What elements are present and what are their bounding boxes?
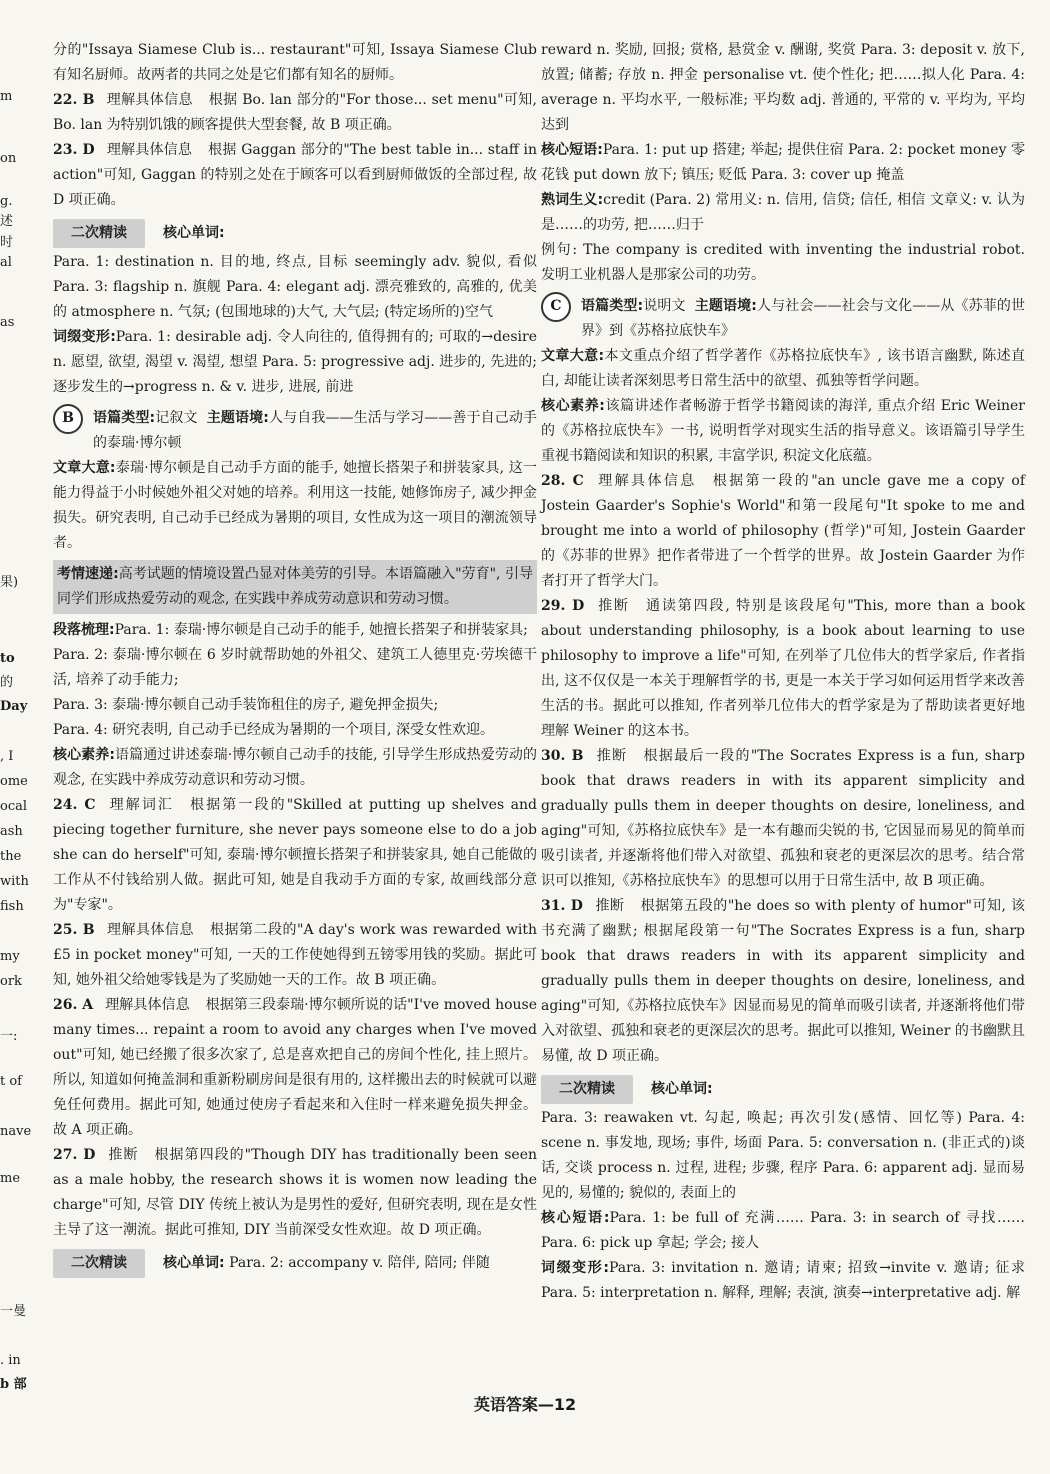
answer-text: 根据第四段的"Though DIY has traditionally been seen as a male hobby, the research shows it is women now leading the charge"可知, 尽管 DIY 传统上被认为是男性的爱好, 但研究表明, 现在是女性主导了这一潮流。据此可推知, DIY 当前深受女性欢迎。故 D 项正确。	[53, 1147, 538, 1238]
edge-text: m	[0, 89, 13, 104]
edge-text: t of	[0, 1074, 22, 1089]
edge-text: nave	[0, 1124, 32, 1139]
summary-c	[541, 344, 1025, 394]
core-words-continued: reward n. 奖励, 回报; 赏格, 悬赏金 v. 酬谢, 奖赏 Para. 3: deposit v. 放下, 放置; 储蓄; 存放 n. 押金 personalise vt. 使个性化; 把……拟人化 Para. 4: average n. 平均水平, 一般标准; 平均数 adj. 普通的, 平常的 v. 平均为, 平均达到	[541, 42, 1025, 133]
edge-text: 一曼	[0, 1304, 27, 1319]
structure-line: Para. 3: 泰瑞·博尔顿自己动手装饰租住的房子, 避免押金损失;	[53, 697, 439, 713]
word-forms-label: 词缀变形:	[541, 1260, 609, 1276]
answer-23	[53, 138, 537, 213]
answer-type: 推断	[596, 598, 630, 614]
answer-number: 26. A	[53, 997, 94, 1013]
word-forms-3	[541, 1256, 1025, 1306]
word-forms-text: Para. 3: invitation n. 邀请; 请柬; 招致→invite v. 邀请; 征求 Para. 5: interpretation n. 解释, 理解; 表演, 演奏→interpretative adj. 解	[541, 1260, 1025, 1301]
exam-note-label: 考情速递:	[57, 566, 119, 582]
word-forms-text: Para. 1: desirable adj. 令人向往的, 值得拥有的; 可取的→desire n. 愿望, 欲望, 渴望 v. 渴望, 想望 Para. 5: progressive adj. 进步的, 先进的; 逐步发生的→progress n. & v. 进步, 进展, 前进	[53, 329, 537, 395]
answer-type: 推断	[594, 898, 625, 914]
edge-text: 述	[0, 214, 14, 229]
core-phrases-text: Para. 1: put up 搭建; 举起; 提供住宿 Para. 2: pocket money 零花钱 put down 放下; 镇压; 贬低 Para. 3: cover up 掩盖	[541, 142, 1025, 183]
answer-text: 根据 Bo. lan 部分的"For those... set menu"可知, Bo. lan 为特别饥饿的顾客提供大型套餐, 故 B 项正确。	[53, 92, 537, 133]
theme-label: 主题语境:	[206, 410, 269, 426]
core-literacy-label: 核心素养:	[53, 747, 115, 763]
structure-b	[53, 618, 537, 643]
answer-text: 根据第二段的"A day's work was rewarded with £5 in pocket money"可知, 一天的工作使她得到五镑零用钱的奖励。据此可知, 她外祖父给她零钱是为了奖励她一天的工作。故 B 项正确。	[53, 922, 537, 988]
answer-29	[541, 594, 1025, 744]
reread-chip: 二次精读	[53, 1249, 145, 1278]
answer-type: 理解词汇	[107, 797, 175, 813]
edge-text: 的	[0, 675, 14, 690]
core-literacy-text: 该篇讲述作者畅游于哲学书籍阅读的海洋, 重点介绍 Eric Weiner 的《苏格拉底快车》一书, 说明哲学对现实生活的指导意义。该语篇引导学生重视书籍阅读和知识的积累, 丰富学识, 积淀文化底蕴。	[541, 398, 1025, 464]
answer-text: 根据 Gaggan 部分的"The best table in... staff in action"可知, Gaggan 的特别之处在于顾客可以看到厨师做饭的全部过程, 故 D 项正确。	[53, 142, 537, 208]
answer-number: 23. D	[53, 142, 95, 158]
answer-number: 28. C	[541, 473, 584, 489]
answer-number: 22. B	[53, 92, 95, 108]
answer-text: 根据第三段泰瑞·博尔顿所说的话"I've moved house many times... repaint a room to avoid any charges when I've moved out"可知, 她已经搬了很多次家了, 总是喜欢把自己的房间个性化, 挂上照片。所以, 知道如何掩盖洞和重新粉刷房间是很有用的, 这样搬出去的时候就可以避免任何费用。据此可知, 她通过使房子看起来和入住时一样来避免损失押金。故 A 项正确。	[53, 997, 538, 1138]
type-value: 记叙文	[155, 410, 198, 426]
core-phrases-label: 核心短语:	[541, 1210, 610, 1226]
reread-chip: 二次精读	[541, 1075, 633, 1104]
answer-type: 理解具体信息	[106, 922, 195, 938]
answer-number: 27. D	[53, 1147, 96, 1163]
answer-number: 24. C	[53, 797, 96, 813]
edge-text: the	[0, 849, 22, 864]
reread-chip: 二次精读	[53, 219, 145, 248]
answer-type: 理解具体信息	[105, 997, 190, 1013]
reread-section-3	[541, 1075, 1025, 1104]
word-forms-label: 词缀变形:	[53, 329, 116, 345]
edge-text: ome	[0, 774, 28, 789]
answer-type: 理解具体信息	[106, 92, 193, 108]
answer-28	[541, 469, 1025, 594]
edge-text: 时	[0, 235, 14, 250]
edge-text: b 部	[0, 1377, 27, 1392]
core-literacy-c	[541, 394, 1025, 469]
answer-type: 理解具体信息	[595, 473, 697, 489]
edge-text: al	[0, 255, 12, 270]
edge-text: with	[0, 874, 29, 889]
edge-text: . in	[0, 1353, 21, 1368]
type-value: 说明文	[643, 298, 686, 314]
passage-letter-icon: C	[541, 292, 571, 322]
theme-value: 人与社会——社会与文化——从《苏菲的世界》到《苏格拉底快车》	[581, 298, 1025, 339]
left-column	[53, 38, 537, 1280]
reread-section-1	[53, 219, 537, 248]
example-sentence: 例句: The company is credited with inventing the industrial robot. 发明工业机器人是那家公司的功劳。	[541, 242, 1025, 283]
core-phrases-1	[541, 138, 1025, 188]
answer-text: 通读第四段, 特别是该段尾句"This, more than a book about understanding philosophy, is a book about learning to use philosophy to improve a life"可知, 在列举了几位伟大的哲学家后, 作者指出, 这不仅仅是一本关于理解哲学的书, 更是一本关于学习如何运用哲学来改善生活的书。据此可以推知, 作者列举几位伟大的哲学家是为了帮助读者更好地理解 Weiner 的这本书。	[541, 598, 1025, 739]
edge-text: ork	[0, 974, 22, 989]
answer-number: 31. D	[541, 898, 583, 914]
edge-text: Day	[0, 699, 28, 714]
edge-text: fish	[0, 899, 24, 914]
page-footer: 英语答案—12	[473, 1395, 577, 1414]
intro-paragraph: 分的"Issaya Siamese Club is... restaurant"可知, Issaya Siamese Club 有知名厨师。故两者的共同之处是它们都有知名的厨师。	[53, 42, 537, 83]
core-literacy-label: 核心素养:	[541, 398, 605, 414]
theme-value: 人与自我——生活与学习——善于自己动手的泰瑞·博尔顿	[93, 410, 537, 451]
structure-line: Para. 1: 泰瑞·博尔顿是自己动手的能手, 她擅长搭架子和拼装家具;	[114, 622, 528, 638]
answer-27	[53, 1143, 537, 1243]
summary-b	[53, 456, 537, 556]
familiar-word-text: credit (Para. 2) 常用义: n. 信用, 信贷; 信任, 相信 文章义: v. 认为是……的功劳, 把……归于	[541, 192, 1025, 233]
edge-text: ash	[0, 824, 23, 839]
structure-label: 段落梳理:	[53, 622, 115, 638]
core-words-label: 核心单词:	[651, 1081, 713, 1097]
reread-section-2	[53, 1249, 537, 1278]
core-literacy-b	[53, 743, 537, 793]
edge-text: 果)	[0, 575, 19, 590]
answer-25	[53, 918, 537, 993]
edge-text: ocal	[0, 799, 28, 814]
core-literacy-text: 语篇通过讲述泰瑞·博尔顿自己动手的技能, 引导学生形成热爱劳动的观念, 在实践中养成劳动意识和劳动习惯。	[53, 747, 537, 788]
core-phrases-text: Para. 1: be full of 充满…… Para. 3: in search of 寻找…… Para. 6: pick up 拿起; 学会; 接人	[541, 1210, 1025, 1251]
answer-text: 根据第一段的"an uncle gave me a copy of Jostein Gaarder's Sophie's World"和第一段尾句"It spoke to me and brought me into a world of philosophy (哲学)"可知, Jostein Gaarder 的《苏菲的世界》把作者带进了一个哲学的世界。故 Jostein Gaarder 为作者打开了哲学大门。	[541, 473, 1026, 589]
edge-text: 一:	[0, 1029, 18, 1044]
edge-text: on	[0, 151, 17, 166]
right-column	[541, 38, 1025, 1306]
summary-text: 泰瑞·博尔顿是自己动手方面的能手, 她擅长搭架子和拼装家具, 这一能力得益于小时候她外祖父对她的培养。利用这一技能, 她修饰房子, 减少押金损失。研究表明, 自己动手已经成为暑期的项目, 女性成为这一项目的潮流领导者。	[53, 460, 537, 551]
passage-c-header	[541, 294, 1025, 344]
answer-text: 根据最后一段的"The Socrates Express is a fun, sharp book that draws readers in with its apparent simplicity and gradually pulls them in deeper thoughts on desire, loneliness, and aging"可知,《苏格拉底快车》是一本有趣而尖锐的书, 它因显而易见的简单而吸引读者, 并逐渐将他们带入对欲望、孤独和衰老的更深层次的思考。结合常识可以推知,《苏格拉底快车》的思想可以用于日常生活中, 故 B 项正确。	[541, 748, 1025, 889]
edge-text: to	[0, 651, 15, 666]
answer-26	[53, 993, 537, 1143]
familiar-word-new-meaning	[541, 188, 1025, 238]
structure-line: Para. 4: 研究表明, 自己动手已经成为暑期的一个项目, 深受女性欢迎。	[53, 722, 494, 738]
core-words-text: Para. 3: reawaken vt. 勾起, 唤起; 再次引发(感情、回忆等) Para. 4: scene n. 事发地, 现场; 事件, 场面 Para. 5: conversation n. (非正式的)谈话, 交谈 process n. 过程, 进程; 步骤, 程序 Para. 6: apparent adj. 显而易见的, 易懂的; 貌似的, 表面上的	[541, 1110, 1025, 1201]
answer-type: 理解具体信息	[106, 142, 193, 158]
core-phrases-3	[541, 1206, 1025, 1256]
passage-b-meta	[93, 406, 537, 456]
theme-label: 主题语境:	[694, 298, 757, 314]
answer-number: 29. D	[541, 598, 585, 614]
type-label: 语篇类型:	[93, 410, 156, 426]
summary-text: 本文重点介绍了哲学著作《苏格拉底快车》, 该书语言幽默, 陈述直白, 却能让读者深刻思考日常生活中的欲望、孤独等哲学问题。	[541, 348, 1025, 389]
answer-31	[541, 894, 1025, 1069]
answer-type: 推断	[595, 748, 628, 764]
edge-text: me	[0, 1171, 21, 1186]
word-forms-1	[53, 325, 537, 400]
answer-text: 根据第一段的"Skilled at putting up shelves and piecing together furniture, she never pays someone else to do a job she can do herself"可知, 泰瑞·博尔顿擅长搭架子和拼装家具, 她自己能做的工作从不付钱给别人做。据此可知, 她是自我动手方面的专家, 故画线部分意为"专家"。	[53, 797, 538, 913]
exam-note	[53, 560, 537, 614]
edge-text: , I	[0, 749, 14, 764]
passage-letter-icon: B	[53, 404, 83, 434]
exam-note-text: 高考试题的情境设置凸显对体美劳的引导。本语篇融入"劳育", 引导同学们形成热爱劳动的观念, 在实践中养成劳动意识和劳动习惯。	[57, 566, 533, 607]
structure-line: Para. 2: 泰瑞·博尔顿在 6 岁时就帮助她的外祖父、建筑工人德里克·劳埃德干活, 培养了动手能力;	[53, 647, 537, 688]
passage-c-meta	[581, 294, 1025, 344]
core-words-text: Para. 1: destination n. 目的地, 终点, 目标 seemingly adv. 貌似, 看似 Para. 3: flagship n. 旗舰 Para. 4: elegant adj. 漂亮雅致的, 高雅的, 优美的 atmosphere n. 气氛; (包围地球的)大气, 大气层; (特定场所的)空气	[53, 254, 537, 320]
answer-22	[53, 88, 537, 138]
answer-number: 25. B	[53, 922, 95, 938]
answer-number: 30. B	[541, 748, 584, 764]
summary-label: 文章大意:	[541, 348, 605, 364]
core-words-label: 核心单词:	[163, 1255, 225, 1271]
summary-label: 文章大意:	[53, 460, 116, 476]
answer-type: 推断	[107, 1147, 139, 1163]
core-words-label: 核心单词:	[163, 225, 225, 241]
edge-text: g.	[0, 194, 13, 209]
passage-b-header	[53, 406, 537, 456]
core-phrases-label: 核心短语:	[541, 142, 603, 158]
answer-24	[53, 793, 537, 918]
core-words-text: Para. 2: accompany v. 陪伴, 陪同; 伴随	[229, 1255, 490, 1271]
edge-text: my	[0, 949, 20, 964]
answer-30	[541, 744, 1025, 894]
answer-text: 根据第五段的"he does so with plenty of humor"可知, 该书充满了幽默; 根据尾段第一句"The Socrates Express is a fun, sharp book that draws readers in with its apparent simplicity and gradually pulls them in deeper thoughts on desire, loneliness, and aging"可知,《苏格拉底快车》因显而易见的简单而吸引读者, 并逐渐将他们带入对欲望、孤独和衰老的更深层次的思考。据此可以推知, Weiner 的书幽默且易懂, 故 D 项正确。	[541, 898, 1025, 1064]
type-label: 语篇类型:	[581, 298, 644, 314]
familiar-word-label: 熟词生义:	[541, 192, 604, 208]
edge-text: as	[0, 315, 15, 330]
